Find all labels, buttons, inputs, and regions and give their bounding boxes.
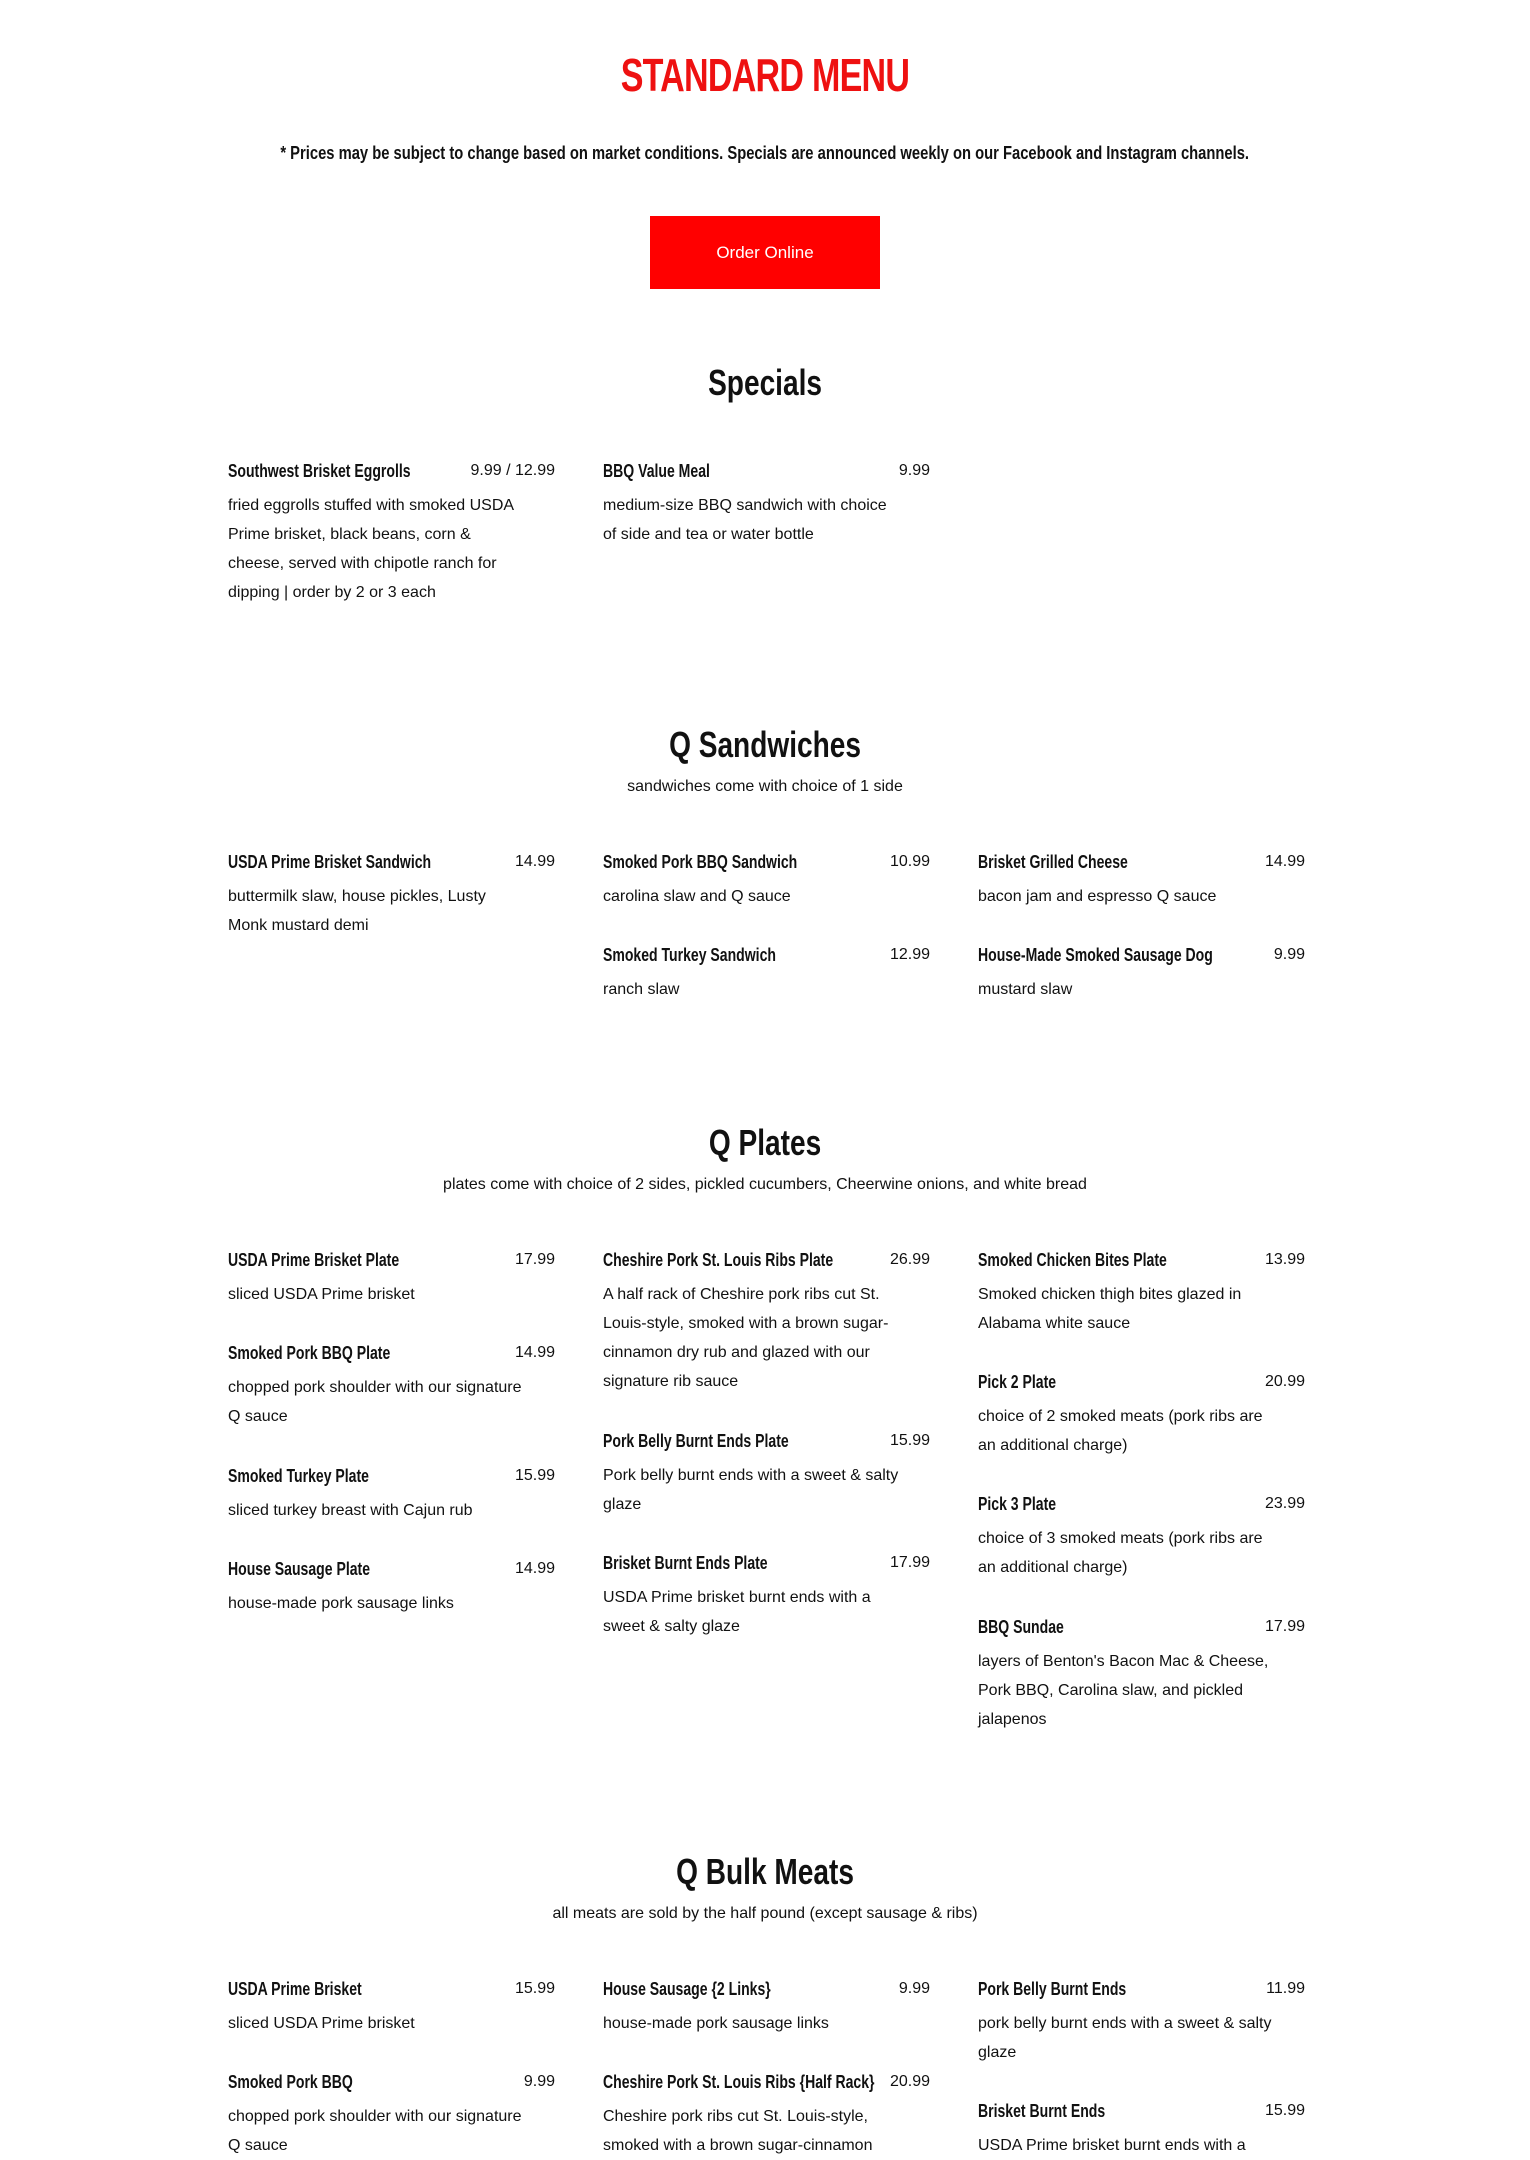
page-title: STANDARD MENU [620, 49, 910, 101]
item-price: 12.99 [889, 946, 930, 963]
menu-item [603, 945, 930, 1004]
item-description: medium-size BBQ sandwich with choice of side and tea or water bottle [603, 497, 887, 543]
menu-item [603, 1979, 930, 2038]
item-name: Smoked Pork BBQ Plate [228, 1343, 391, 1363]
menu-item [978, 1250, 1305, 1338]
item-description: chopped pork shoulder with our signature Q sauce [228, 1379, 522, 1425]
menu-item [603, 1431, 930, 1519]
item-price: 14.99 [514, 1560, 555, 1577]
item-name: Brisket Grilled Cheese [978, 852, 1128, 872]
item-price: 9.99 [898, 462, 930, 479]
item-name: Smoked Pork BBQ [228, 2072, 353, 2092]
item-name: Pork Belly Burnt Ends Plate [603, 1431, 789, 1451]
item-price: 17.99 [1264, 1618, 1305, 1635]
item-description: bacon jam and espresso Q sauce [978, 888, 1217, 905]
item-price: 9.99 / 12.99 [470, 462, 555, 479]
item-description: sliced USDA Prime brisket [228, 2015, 415, 2032]
item-price: 26.99 [889, 1251, 930, 1268]
menu-item [978, 1979, 1305, 2067]
price-notice: * Prices may be subject to change based on market conditions. Specials are announced weekly on our Facebook and Instagram channels. [280, 143, 1250, 163]
menu-item [978, 1494, 1305, 1582]
item-name: Smoked Turkey Plate [228, 1466, 369, 1486]
item-description: mustard slaw [978, 981, 1073, 998]
item-name: House Sausage Plate [228, 1559, 371, 1579]
menu-item [228, 1466, 555, 1525]
menu-item [603, 1250, 930, 1396]
item-price: 9.99 [898, 1980, 930, 1997]
menu-item [228, 1979, 555, 2038]
item-description: sliced turkey breast with Cajun rub [228, 1502, 473, 1519]
menu-item [978, 945, 1305, 1004]
item-name: Cheshire Pork St. Louis Ribs {Half Rack} [603, 2072, 875, 2092]
item-name: BBQ Sundae [978, 1617, 1064, 1637]
item-description: house-made pork sausage links [603, 2015, 829, 2032]
item-name: USDA Prime Brisket Sandwich [228, 852, 432, 872]
item-description: carolina slaw and Q sauce [603, 888, 791, 905]
item-name: Smoked Turkey Sandwich [603, 945, 776, 965]
item-price: 15.99 [514, 1467, 555, 1484]
menu-item [228, 461, 555, 607]
item-price: 20.99 [889, 2073, 930, 2090]
menu-item [603, 852, 930, 911]
menu-item [228, 1250, 555, 1309]
menu-item [978, 1617, 1305, 1734]
item-price: 9.99 [1273, 946, 1305, 963]
item-description: chopped pork shoulder with our signature Q sauce [228, 2108, 522, 2154]
section-subtitle-bulk: all meats are sold by the half pound (except sausage & ribs) [552, 1905, 978, 1922]
item-name: Brisket Burnt Ends Plate [603, 1553, 768, 1573]
menu-item [978, 1372, 1305, 1460]
menu-item [603, 1553, 930, 1641]
item-description: sliced USDA Prime brisket [228, 1286, 415, 1303]
item-name: Smoked Pork BBQ Sandwich [603, 852, 798, 872]
item-name: Southwest Brisket Eggrolls [228, 461, 411, 481]
item-description: A half rack of Cheshire pork ribs cut St. Louis-style, smoked with a brown sugar-cinnamon dry rub and glazed with our signature rib sauce [603, 1286, 889, 1390]
section-subtitle-sandwiches: sandwiches come with choice of 1 side [627, 778, 903, 795]
section-title-specials: Specials [708, 362, 822, 403]
item-price: 11.99 [1266, 1980, 1305, 1997]
item-price: 14.99 [514, 853, 555, 870]
item-price: 20.99 [1264, 1373, 1305, 1390]
item-price: 14.99 [514, 1344, 555, 1361]
item-description: USDA Prime brisket burnt ends with a sweet & salty glaze [603, 1589, 871, 1635]
item-name: BBQ Value Meal [603, 461, 710, 481]
item-price: 15.99 [889, 1432, 930, 1449]
item-name: Pork Belly Burnt Ends [978, 1979, 1127, 1999]
item-description: Cheshire pork ribs cut St. Louis-style, smoked with a brown sugar-cinnamon [603, 2108, 873, 2154]
item-price: 17.99 [889, 1554, 930, 1571]
item-description: fried eggrolls stuffed with smoked USDA Prime brisket, black beans, corn & cheese, served with chipotle ranch for dipping | order by 2 or 3 each [228, 497, 514, 601]
menu-item [603, 2072, 930, 2160]
menu-item [228, 2072, 555, 2160]
item-description: pork belly burnt ends with a sweet & salty glaze [978, 2015, 1272, 2061]
menu-item [978, 2101, 1305, 2160]
item-name: Pick 2 Plate [978, 1372, 1057, 1392]
item-description: choice of 2 smoked meats (pork ribs are an additional charge) [978, 1408, 1263, 1454]
item-name: Cheshire Pork St. Louis Ribs Plate [603, 1250, 834, 1270]
item-price: 13.99 [1264, 1251, 1305, 1268]
item-price: 9.99 [523, 2073, 555, 2090]
menu-item [603, 461, 930, 549]
section-subtitle-plates: plates come with choice of 2 sides, pickled cucumbers, Cheerwine onions, and white bread [443, 1176, 1087, 1193]
item-description: USDA Prime brisket burnt ends with a [978, 2137, 1246, 2154]
section-title-bulk: Q Bulk Meats [676, 1851, 854, 1892]
item-description: layers of Benton's Bacon Mac & Cheese, Pork BBQ, Carolina slaw, and pickled jalapenos [978, 1653, 1269, 1728]
item-price: 14.99 [1264, 853, 1305, 870]
menu-item [228, 1559, 555, 1618]
item-name: USDA Prime Brisket Plate [228, 1250, 400, 1270]
menu-item [228, 852, 555, 940]
item-price: 10.99 [889, 853, 930, 870]
item-description: Smoked chicken thigh bites glazed in Alabama white sauce [978, 1286, 1242, 1332]
section-title-plates: Q Plates [708, 1122, 822, 1163]
order-online-button[interactable]: Order Online [650, 216, 880, 289]
item-name: Smoked Chicken Bites Plate [978, 1250, 1167, 1270]
item-description: buttermilk slaw, house pickles, Lusty Monk mustard demi [228, 888, 486, 934]
item-description: house-made pork sausage links [228, 1595, 454, 1612]
menu-item [978, 852, 1305, 911]
menu-item [228, 1343, 555, 1431]
item-price: 15.99 [1264, 2102, 1305, 2119]
item-price: 17.99 [514, 1251, 555, 1268]
item-description: choice of 3 smoked meats (pork ribs are an additional charge) [978, 1530, 1263, 1576]
item-price: 23.99 [1264, 1495, 1305, 1512]
item-description: Pork belly burnt ends with a sweet & salty glaze [603, 1467, 899, 1513]
item-name: Pick 3 Plate [978, 1494, 1057, 1514]
item-name: USDA Prime Brisket [228, 1979, 362, 1999]
item-description: ranch slaw [603, 981, 680, 998]
item-name: House Sausage {2 Links} [603, 1979, 771, 1999]
item-name: Brisket Burnt Ends [978, 2101, 1106, 2121]
section-title-sandwiches: Q Sandwiches [669, 724, 861, 765]
item-name: House-Made Smoked Sausage Dog [978, 945, 1213, 965]
item-price: 15.99 [514, 1980, 555, 1997]
